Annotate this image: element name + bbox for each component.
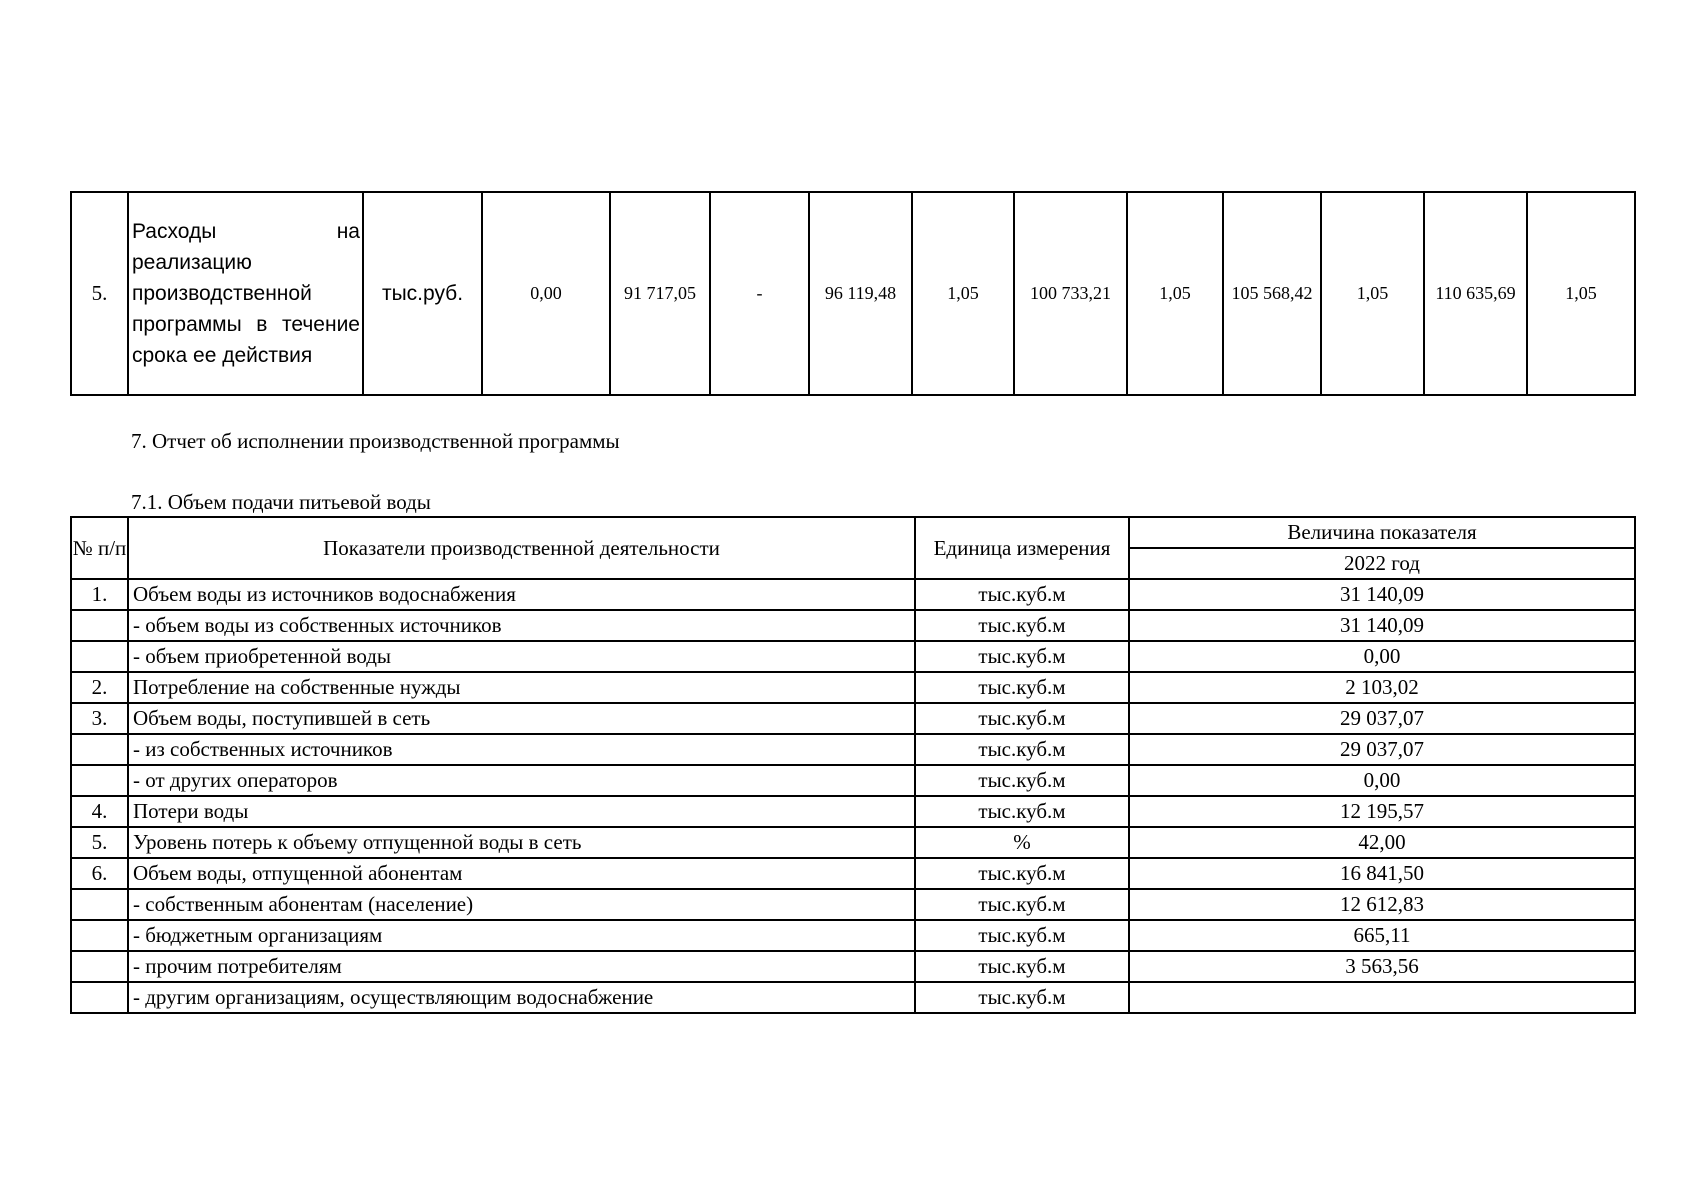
expenses-value-cell: 105 568,42	[1223, 192, 1321, 395]
expenses-value-cell: 91 717,05	[610, 192, 710, 395]
row-unit: тыс.куб.м	[915, 610, 1129, 641]
row-indicator: - от других операторов	[128, 765, 915, 796]
expenses-value-cell: 1,05	[1527, 192, 1635, 395]
table-row	[71, 641, 1635, 672]
expenses-value-cell: 0,00	[482, 192, 610, 395]
row-unit: тыс.куб.м	[915, 703, 1129, 734]
expenses-value-cell: 100 733,21	[1014, 192, 1127, 395]
row-value: 42,00	[1129, 827, 1635, 858]
row-number: 1.	[71, 579, 128, 610]
row-unit: %	[915, 827, 1129, 858]
table-row	[71, 951, 1635, 982]
row-indicator: Потребление на собственные нужды	[128, 672, 915, 703]
table-row	[71, 889, 1635, 920]
row-number: 3.	[71, 703, 128, 734]
table-row	[71, 858, 1635, 889]
row-value: 29 037,07	[1129, 734, 1635, 765]
table-row	[71, 796, 1635, 827]
table-row	[71, 703, 1635, 734]
expenses-table	[70, 191, 1636, 396]
row-number: 5.	[71, 827, 128, 858]
row-number	[71, 734, 128, 765]
row-unit: тыс.куб.м	[915, 858, 1129, 889]
expenses-row	[71, 192, 1635, 395]
row-value: 12 612,83	[1129, 889, 1635, 920]
row-indicator: - объем приобретенной воды	[128, 641, 915, 672]
row-value: 665,11	[1129, 920, 1635, 951]
row-number	[71, 951, 128, 982]
row-number: 2.	[71, 672, 128, 703]
row-unit: тыс.куб.м	[915, 920, 1129, 951]
expenses-row-name: Расходы на реализацию производственной программы в течение срока ее действия	[128, 192, 363, 395]
row-indicator: - другим организациям, осуществляющим водоснабжение	[128, 982, 915, 1013]
header-value-group: Величина показателя	[1129, 517, 1635, 548]
row-unit: тыс.куб.м	[915, 765, 1129, 796]
row-indicator: Объем воды из источников водоснабжения	[128, 579, 915, 610]
row-number: 4.	[71, 796, 128, 827]
header-number: № п/п	[71, 517, 128, 579]
row-indicator: - из собственных источников	[128, 734, 915, 765]
row-unit: тыс.куб.м	[915, 889, 1129, 920]
table-row	[71, 579, 1635, 610]
row-unit: тыс.куб.м	[915, 951, 1129, 982]
row-number	[71, 889, 128, 920]
expenses-value-cell: 1,05	[1127, 192, 1223, 395]
expenses-row-unit: тыс.руб.	[363, 192, 482, 395]
table-row	[71, 920, 1635, 951]
row-unit: тыс.куб.м	[915, 672, 1129, 703]
table-row	[71, 734, 1635, 765]
row-value: 31 140,09	[1129, 610, 1635, 641]
table-row	[71, 827, 1635, 858]
row-number: 6.	[71, 858, 128, 889]
header-indicator: Показатели производственной деятельности	[128, 517, 915, 579]
row-indicator: Потери воды	[128, 796, 915, 827]
report-rows	[71, 579, 1635, 1013]
row-number	[71, 641, 128, 672]
row-value: 29 037,07	[1129, 703, 1635, 734]
row-value: 16 841,50	[1129, 858, 1635, 889]
row-value: 31 140,09	[1129, 579, 1635, 610]
row-unit: тыс.куб.м	[915, 734, 1129, 765]
table-row	[71, 765, 1635, 796]
expenses-row-number: 5.	[71, 192, 128, 395]
expenses-value-cell: 110 635,69	[1424, 192, 1527, 395]
expenses-value-cell: 1,05	[1321, 192, 1424, 395]
row-number	[71, 610, 128, 641]
row-indicator: - объем воды из собственных источников	[128, 610, 915, 641]
row-indicator: Объем воды, отпущенной абонентам	[128, 858, 915, 889]
table-row	[71, 672, 1635, 703]
row-value: 3 563,56	[1129, 951, 1635, 982]
row-value	[1129, 982, 1635, 1013]
row-unit: тыс.куб.м	[915, 579, 1129, 610]
expenses-value-cell: 1,05	[912, 192, 1014, 395]
row-number	[71, 765, 128, 796]
row-value: 2 103,02	[1129, 672, 1635, 703]
row-indicator: - бюджетным организациям	[128, 920, 915, 951]
table-row	[71, 982, 1635, 1013]
header-unit: Единица измерения	[915, 517, 1129, 579]
row-indicator: - собственным абонентам (население)	[128, 889, 915, 920]
row-unit: тыс.куб.м	[915, 796, 1129, 827]
row-number	[71, 920, 128, 951]
subsection-title: 7.1. Объем подачи питьевой воды	[131, 490, 431, 514]
row-unit: тыс.куб.м	[915, 982, 1129, 1013]
water-supply-table	[70, 516, 1636, 1014]
row-unit: тыс.куб.м	[915, 641, 1129, 672]
row-number	[71, 982, 128, 1013]
section-title: 7. Отчет об исполнении производственной программы	[131, 429, 620, 453]
table-header-row	[71, 517, 1635, 548]
header-year: 2022 год	[1129, 548, 1635, 579]
row-indicator: - прочим потребителям	[128, 951, 915, 982]
row-value: 12 195,57	[1129, 796, 1635, 827]
row-value: 0,00	[1129, 765, 1635, 796]
row-value: 0,00	[1129, 641, 1635, 672]
expenses-value-cell: -	[710, 192, 809, 395]
row-indicator: Объем воды, поступившей в сеть	[128, 703, 915, 734]
table-row	[71, 610, 1635, 641]
expenses-value-cell: 96 119,48	[809, 192, 912, 395]
row-indicator: Уровень потерь к объему отпущенной воды в сеть	[128, 827, 915, 858]
